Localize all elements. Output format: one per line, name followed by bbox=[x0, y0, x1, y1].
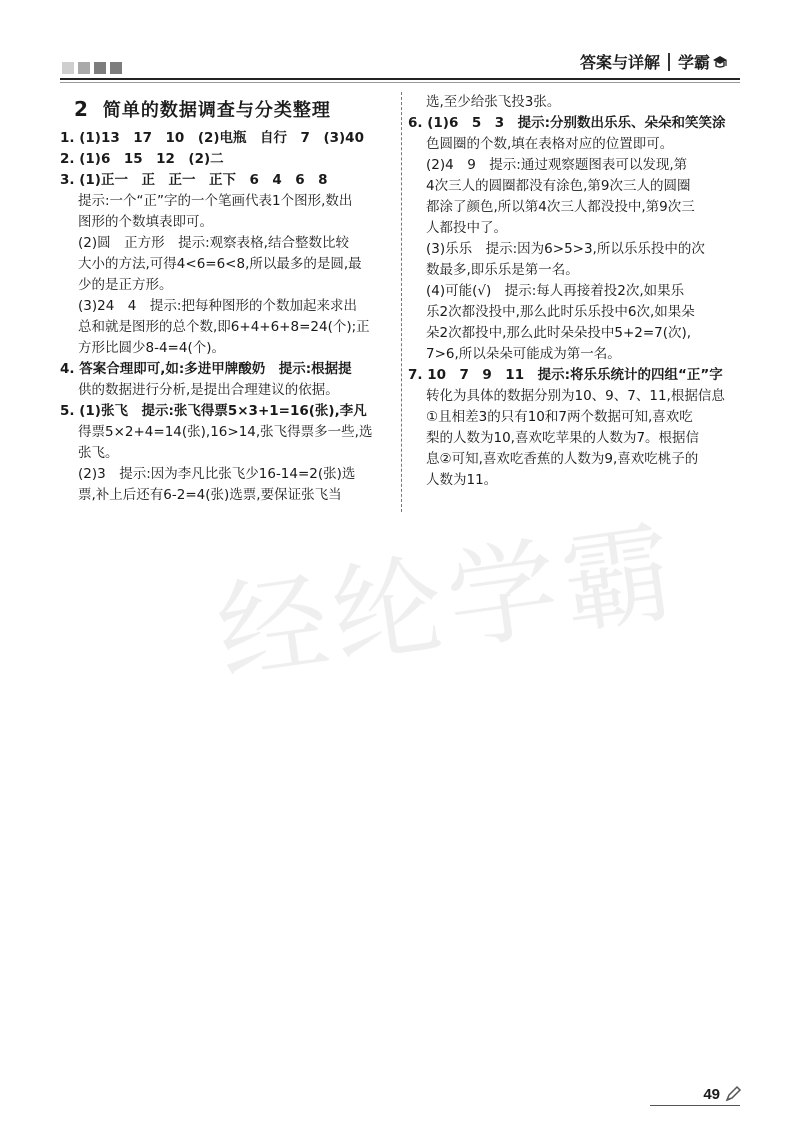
pencil-icon bbox=[724, 1085, 742, 1103]
answer-line: 2. (1)6 15 12 (2)二 bbox=[60, 151, 224, 167]
header-separator bbox=[668, 53, 670, 71]
answer-line: (2)4 9 提示:通过观察题图表可以发现,第 bbox=[426, 157, 688, 173]
graduation-cap-icon bbox=[712, 55, 728, 69]
page-number: 49 bbox=[703, 1086, 720, 1103]
hint-line: 4次三人的圆圈都没有涂色,第9次三人的圆圈 bbox=[426, 178, 691, 194]
answer-line: (2)圆 正方形 提示:观察表格,结合整数比较 bbox=[78, 235, 349, 251]
hint-line: 息②可知,喜欢吃香蕉的人数为9,喜欢吃桃子的 bbox=[426, 451, 699, 467]
answer-line: 5. (1)张飞 提示:张飞得票5×3+1=16(张),李凡 bbox=[60, 403, 367, 419]
brand-logo bbox=[678, 50, 728, 73]
answer-line: (2)3 提示:因为李凡比张飞少16-14=2(张)选 bbox=[78, 466, 356, 482]
hint-line: 选,至少给张飞投3张。 bbox=[426, 94, 561, 110]
hint-line: 朵2次都投中,那么此时朵朵投中5+2=7(次), bbox=[426, 325, 692, 341]
hint-line: ①且相差3的只有10和7两个数据可知,喜欢吃 bbox=[426, 409, 693, 425]
answer-line: 3. (1)正一 正 正一 正下 6 4 6 8 bbox=[60, 172, 328, 188]
brand-text: 学霸 bbox=[677, 53, 710, 72]
header-title-group bbox=[580, 50, 728, 73]
section-title bbox=[74, 96, 395, 122]
header-title: 答案与详解 bbox=[579, 53, 660, 72]
answer-line: (3)乐乐 提示:因为6>5>3,所以乐乐投中的次 bbox=[426, 241, 705, 257]
answer-line: 6. (1)6 5 3 提示:分别数出乐乐、朵朵和笑笑涂 bbox=[408, 115, 726, 131]
hint-line: 票,补上后还有6-2=4(张)选票,要保证张飞当 bbox=[78, 487, 342, 503]
hint-line: 总和就是图形的总个数,即6+4+6+8=24(个);正 bbox=[78, 319, 370, 335]
header-decoration bbox=[62, 62, 122, 74]
hint-line: 色圆圈的个数,填在表格对应的位置即可。 bbox=[426, 136, 674, 152]
hint-line: 转化为具体的数据分别为10、9、7、11,根据信息 bbox=[426, 388, 725, 404]
answer-line: 4. 答案合理即可,如:多进甲牌酸奶 提示:根据提 bbox=[60, 361, 352, 377]
hint-line: 得票5×2+4=14(张),16>14,张飞得票多一些,选 bbox=[78, 424, 373, 440]
header-rule-thin bbox=[60, 82, 740, 83]
section-number: 2 bbox=[74, 97, 89, 121]
hint-line: 都涂了颜色,所以第4次三人都没投中,第9次三 bbox=[426, 199, 695, 215]
answer-line: (3)24 4 提示:把每种图形的个数加起来求出 bbox=[78, 298, 357, 314]
answer-line: 7. 10 7 9 11 提示:将乐乐统计的四组“正”字 bbox=[408, 367, 723, 383]
hint-line: 梨的人数为10,喜欢吃苹果的人数为7。根据信 bbox=[426, 430, 700, 446]
watermark: 经纶学霸 bbox=[209, 507, 687, 699]
hint-line: 图形的个数填表即可。 bbox=[78, 214, 213, 230]
right-column bbox=[408, 92, 743, 491]
column-divider bbox=[401, 92, 402, 512]
hint-line: 供的数据进行分析,是提出合理建议的依据。 bbox=[78, 382, 339, 398]
hint-line: 提示:一个“正”字的一个笔画代表1个图形,数出 bbox=[78, 193, 353, 209]
left-column bbox=[60, 92, 395, 506]
section-title-text: 简单的数据调查与分类整理 bbox=[102, 100, 331, 121]
hint-line: 数最多,即乐乐是第一名。 bbox=[426, 262, 579, 278]
hint-line: 乐2次都没投中,那么此时乐乐投中6次,如果朵 bbox=[426, 304, 695, 320]
answer-line: 1. (1)13 17 10 (2)电瓶 自行 7 (3)40 bbox=[60, 130, 364, 146]
answer-line: (4)可能(√) 提示:每人再接着投2次,如果乐 bbox=[426, 283, 685, 299]
hint-line: 人数为11。 bbox=[426, 472, 498, 488]
hint-line: 大小的方法,可得4<6=6<8,所以最多的是圆,最 bbox=[78, 256, 362, 272]
hint-line: 人都投中了。 bbox=[426, 220, 507, 236]
hint-line: 7>6,所以朵朵可能成为第一名。 bbox=[426, 346, 621, 362]
hint-line: 方形比圆少8-4=4(个)。 bbox=[78, 340, 225, 356]
header-rule bbox=[60, 78, 740, 80]
hint-line: 少的是正方形。 bbox=[78, 277, 173, 293]
hint-line: 张飞。 bbox=[78, 445, 119, 461]
footer-rule bbox=[650, 1105, 740, 1106]
